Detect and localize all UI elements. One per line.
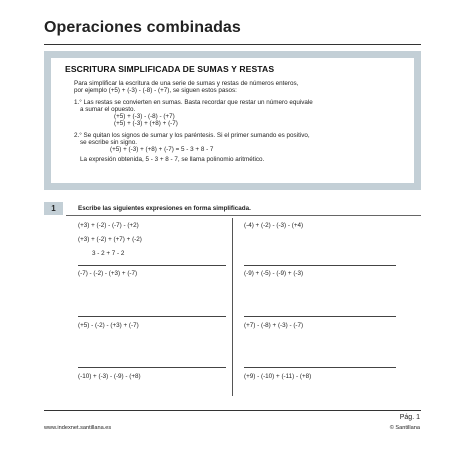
footer-url[interactable]: www.indexnet.santillana.es: [44, 425, 112, 431]
exercise-instruction: Escribe las siguientes expresiones en forma simplificada.: [78, 205, 251, 212]
answer-line[interactable]: [78, 265, 226, 266]
expression-right-a: (-4) + (-2) - (-3) - (+4): [244, 222, 304, 229]
expression-left-a: (+3) + (-2) - (-7) - (+2): [78, 222, 139, 229]
conclusion-text: La expresión obtenida, 5 - 3 + 8 - 7, se llama polinomio aritmético.: [80, 155, 265, 163]
expression-right-c: (+7) - (-8) + (-3) - (-7): [244, 322, 304, 329]
answer-line[interactable]: [78, 367, 226, 368]
expression-left-d: (-10) + (-3) - (-9) - (+8): [78, 373, 141, 380]
answer-line[interactable]: [244, 265, 396, 266]
column-divider: [232, 218, 233, 396]
step1-text: a sumar el opuesto.: [80, 105, 136, 113]
exercise-rule: [66, 215, 421, 216]
step2-equation: (+5) + (-3) + (+8) + (-7) = 5 - 3 + 8 - 7: [110, 146, 214, 154]
page-title: Operaciones combinadas: [44, 19, 241, 36]
intro-line: Para simplificar la escritura de una serie de sumas y restas de números enteros,: [74, 80, 299, 87]
answer-line[interactable]: [244, 367, 396, 368]
info-box-body: [64, 80, 402, 163]
step1-equation: (+5) + (-3) - (-8) - (+7): [114, 113, 175, 121]
footer-rule: [44, 410, 421, 411]
intro-line: por ejemplo (+5) + (-3) - (-8) - (+7), se siguen estos pasos:: [74, 87, 237, 95]
page-number: Pág. 1: [399, 414, 420, 421]
answer-line[interactable]: [244, 316, 396, 317]
answer-line[interactable]: [78, 316, 226, 317]
info-box-content: [51, 58, 414, 183]
step2-text: 2.° Se quitan los signos de sumar y los paréntesis. Si el primer sumando es positivo,: [74, 131, 310, 139]
expression-left-b: (-7) - (-2) - (+3) + (-7): [78, 270, 138, 277]
expression-left-a-step: (+3) + (-2) + (+7) + (-2): [78, 236, 142, 243]
exercise-number-badge: 1: [44, 202, 63, 215]
info-box: [44, 51, 421, 190]
step2-text: se escribe sin signo.: [80, 139, 138, 147]
step1-equation: (+5) + (-3) + (+8) + (-7): [114, 120, 178, 128]
step1-text: 1.° Las restas se convierten en sumas. Basta recordar que restar un número equivale: [74, 98, 313, 106]
expression-left-c: (+5) - (-2) - (+3) + (-7): [78, 322, 139, 329]
expression-right-b: (-9) + (-5) - (-9) + (-3): [244, 270, 304, 277]
expression-right-d: (+9) - (-10) + (-11) - (+8): [244, 373, 312, 380]
info-box-heading: ESCRITURA SIMPLIFICADA DE SUMAS Y RESTAS: [65, 64, 275, 74]
copyright: © Santillana: [389, 425, 420, 431]
title-rule: [44, 44, 421, 45]
expression-left-a-result: 3 - 2 + 7 - 2: [92, 250, 125, 257]
